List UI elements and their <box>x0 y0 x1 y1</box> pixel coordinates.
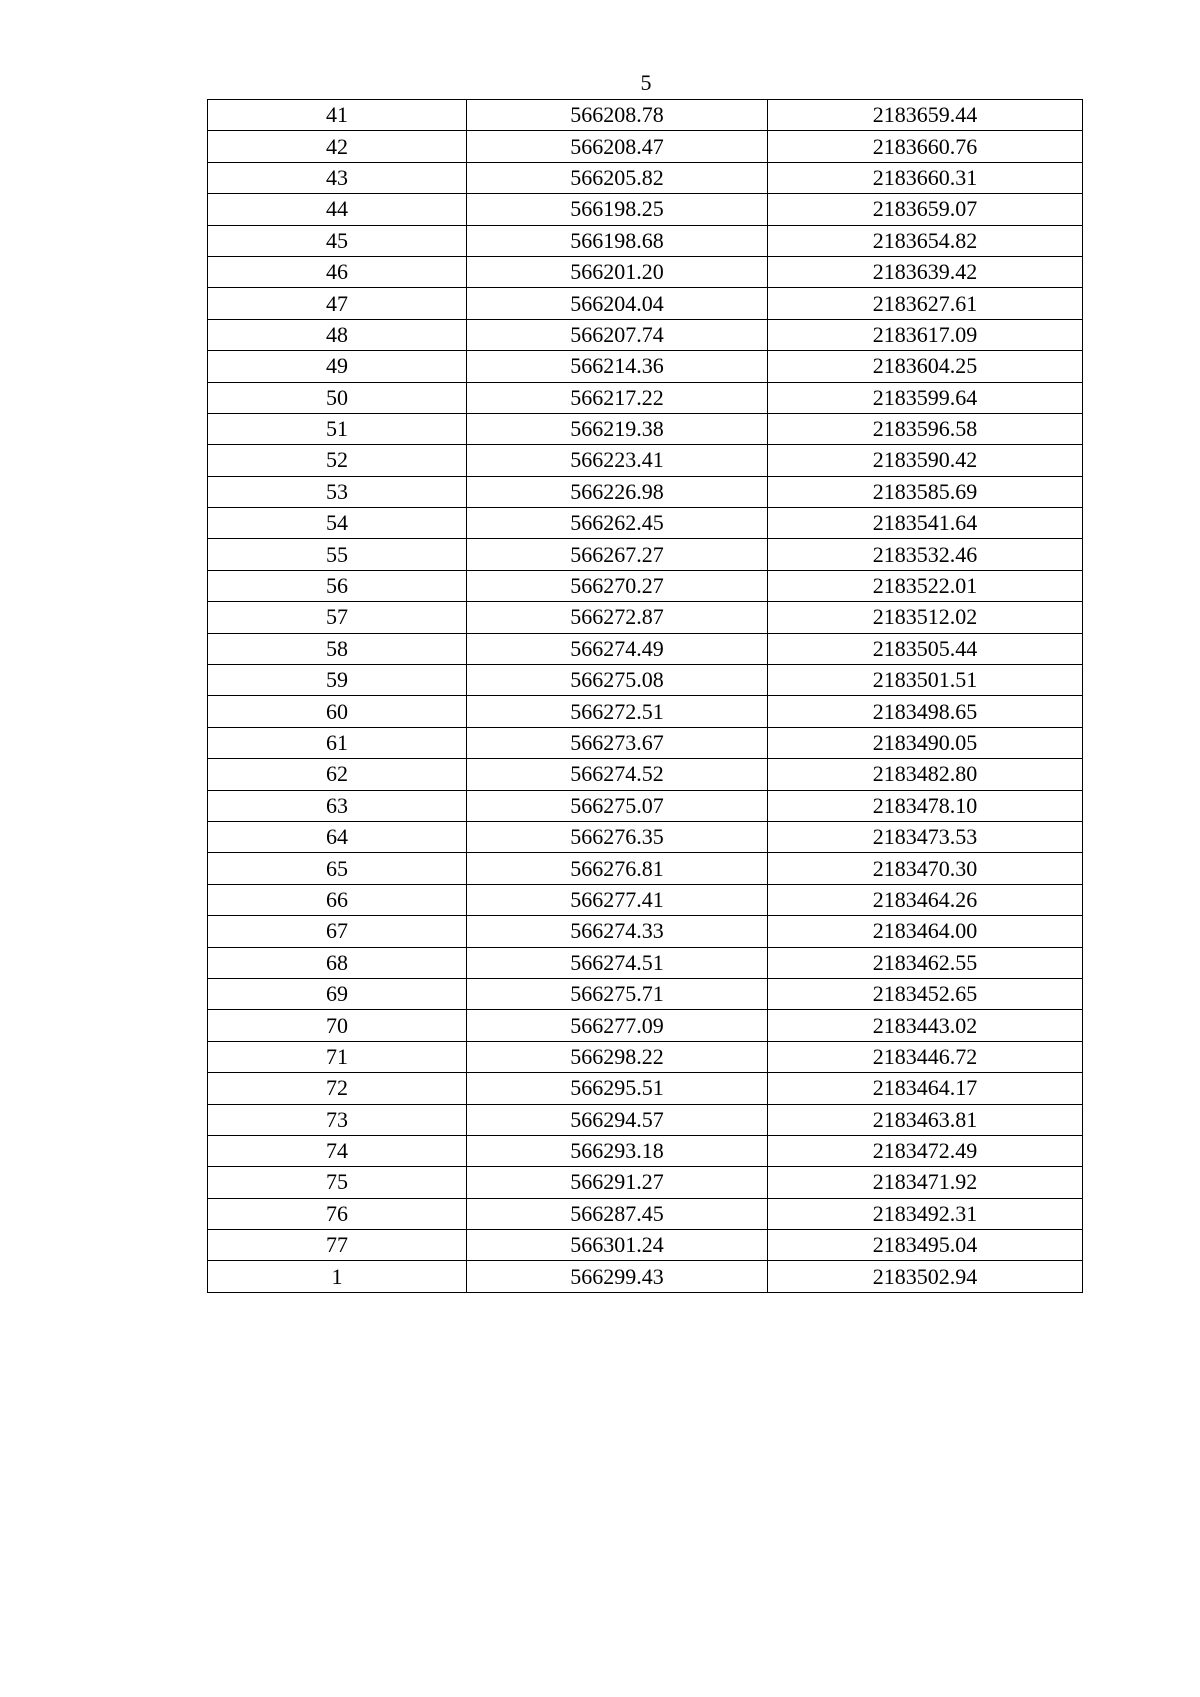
table-row <box>208 476 1083 507</box>
table-row <box>208 1167 1083 1198</box>
y-coordinate-cell: 2183660.76 <box>768 131 1083 162</box>
x-coordinate-cell: 566275.08 <box>467 665 768 696</box>
point-number-cell: 67 <box>208 916 467 947</box>
x-coordinate-cell: 566276.81 <box>467 853 768 884</box>
x-coordinate-cell: 566272.51 <box>467 696 768 727</box>
table-row <box>208 570 1083 601</box>
table-row <box>208 1041 1083 1072</box>
point-number-cell: 74 <box>208 1135 467 1166</box>
x-coordinate-cell: 566217.22 <box>467 382 768 413</box>
y-coordinate-cell: 2183490.05 <box>768 727 1083 758</box>
y-coordinate-cell: 2183492.31 <box>768 1198 1083 1229</box>
x-coordinate-cell: 566226.98 <box>467 476 768 507</box>
table-row <box>208 1261 1083 1292</box>
y-coordinate-cell: 2183627.61 <box>768 288 1083 319</box>
y-coordinate-cell: 2183495.04 <box>768 1230 1083 1261</box>
point-number-cell: 42 <box>208 131 467 162</box>
x-coordinate-cell: 566299.43 <box>467 1261 768 1292</box>
y-coordinate-cell: 2183446.72 <box>768 1041 1083 1072</box>
table-row <box>208 821 1083 852</box>
point-number-cell: 63 <box>208 790 467 821</box>
y-coordinate-cell: 2183463.81 <box>768 1104 1083 1135</box>
point-number-cell: 77 <box>208 1230 467 1261</box>
table-row <box>208 100 1083 131</box>
x-coordinate-cell: 566275.71 <box>467 978 768 1009</box>
point-number-cell: 71 <box>208 1041 467 1072</box>
point-number-cell: 44 <box>208 194 467 225</box>
table-row <box>208 1198 1083 1229</box>
table-row <box>208 256 1083 287</box>
point-number-cell: 1 <box>208 1261 467 1292</box>
x-coordinate-cell: 566267.27 <box>467 539 768 570</box>
point-number-cell: 52 <box>208 445 467 476</box>
table-row <box>208 727 1083 758</box>
x-coordinate-cell: 566298.22 <box>467 1041 768 1072</box>
x-coordinate-cell: 566207.74 <box>467 319 768 350</box>
y-coordinate-cell: 2183473.53 <box>768 821 1083 852</box>
point-number-cell: 54 <box>208 508 467 539</box>
y-coordinate-cell: 2183585.69 <box>768 476 1083 507</box>
x-coordinate-cell: 566262.45 <box>467 508 768 539</box>
y-coordinate-cell: 2183639.42 <box>768 256 1083 287</box>
point-number-cell: 64 <box>208 821 467 852</box>
y-coordinate-cell: 2183472.49 <box>768 1135 1083 1166</box>
table-row <box>208 916 1083 947</box>
x-coordinate-cell: 566273.67 <box>467 727 768 758</box>
y-coordinate-cell: 2183590.42 <box>768 445 1083 476</box>
point-number-cell: 48 <box>208 319 467 350</box>
point-number-cell: 62 <box>208 759 467 790</box>
y-coordinate-cell: 2183660.31 <box>768 162 1083 193</box>
table-row <box>208 1010 1083 1041</box>
table-row <box>208 288 1083 319</box>
point-number-cell: 59 <box>208 665 467 696</box>
point-number-cell: 47 <box>208 288 467 319</box>
y-coordinate-cell: 2183501.51 <box>768 665 1083 696</box>
y-coordinate-cell: 2183470.30 <box>768 853 1083 884</box>
y-coordinate-cell: 2183462.55 <box>768 947 1083 978</box>
x-coordinate-cell: 566208.47 <box>467 131 768 162</box>
table-row <box>208 382 1083 413</box>
y-coordinate-cell: 2183464.26 <box>768 884 1083 915</box>
y-coordinate-cell: 2183522.01 <box>768 570 1083 601</box>
point-number-cell: 46 <box>208 256 467 287</box>
point-number-cell: 75 <box>208 1167 467 1198</box>
y-coordinate-cell: 2183654.82 <box>768 225 1083 256</box>
table-row <box>208 602 1083 633</box>
table-row <box>208 633 1083 664</box>
point-number-cell: 61 <box>208 727 467 758</box>
x-coordinate-cell: 566276.35 <box>467 821 768 852</box>
x-coordinate-cell: 566301.24 <box>467 1230 768 1261</box>
y-coordinate-cell: 2183478.10 <box>768 790 1083 821</box>
y-coordinate-cell: 2183599.64 <box>768 382 1083 413</box>
point-number-cell: 72 <box>208 1073 467 1104</box>
x-coordinate-cell: 566294.57 <box>467 1104 768 1135</box>
y-coordinate-cell: 2183498.65 <box>768 696 1083 727</box>
table-row <box>208 508 1083 539</box>
point-number-cell: 68 <box>208 947 467 978</box>
point-number-cell: 66 <box>208 884 467 915</box>
x-coordinate-cell: 566204.04 <box>467 288 768 319</box>
table-row <box>208 539 1083 570</box>
x-coordinate-cell: 566208.78 <box>467 100 768 131</box>
point-number-cell: 41 <box>208 100 467 131</box>
x-coordinate-cell: 566291.27 <box>467 1167 768 1198</box>
x-coordinate-cell: 566274.52 <box>467 759 768 790</box>
x-coordinate-cell: 566272.87 <box>467 602 768 633</box>
y-coordinate-cell: 2183659.44 <box>768 100 1083 131</box>
x-coordinate-cell: 566277.09 <box>467 1010 768 1041</box>
point-number-cell: 70 <box>208 1010 467 1041</box>
x-coordinate-cell: 566295.51 <box>467 1073 768 1104</box>
table-row <box>208 131 1083 162</box>
coordinates-table-body <box>208 100 1083 1293</box>
x-coordinate-cell: 566275.07 <box>467 790 768 821</box>
y-coordinate-cell: 2183596.58 <box>768 413 1083 444</box>
x-coordinate-cell: 566214.36 <box>467 351 768 382</box>
x-coordinate-cell: 566274.49 <box>467 633 768 664</box>
x-coordinate-cell: 566287.45 <box>467 1198 768 1229</box>
x-coordinate-cell: 566198.68 <box>467 225 768 256</box>
point-number-cell: 43 <box>208 162 467 193</box>
table-row <box>208 947 1083 978</box>
table-row <box>208 1230 1083 1261</box>
y-coordinate-cell: 2183604.25 <box>768 351 1083 382</box>
y-coordinate-cell: 2183502.94 <box>768 1261 1083 1292</box>
y-coordinate-cell: 2183532.46 <box>768 539 1083 570</box>
table-row <box>208 759 1083 790</box>
point-number-cell: 56 <box>208 570 467 601</box>
table-row <box>208 853 1083 884</box>
table-row <box>208 194 1083 225</box>
x-coordinate-cell: 566219.38 <box>467 413 768 444</box>
coordinates-table <box>207 99 1083 1293</box>
y-coordinate-cell: 2183617.09 <box>768 319 1083 350</box>
x-coordinate-cell: 566274.51 <box>467 947 768 978</box>
y-coordinate-cell: 2183471.92 <box>768 1167 1083 1198</box>
point-number-cell: 49 <box>208 351 467 382</box>
x-coordinate-cell: 566198.25 <box>467 194 768 225</box>
y-coordinate-cell: 2183452.65 <box>768 978 1083 1009</box>
table-row <box>208 696 1083 727</box>
table-row <box>208 884 1083 915</box>
table-row <box>208 1104 1083 1135</box>
y-coordinate-cell: 2183443.02 <box>768 1010 1083 1041</box>
x-coordinate-cell: 566270.27 <box>467 570 768 601</box>
point-number-cell: 60 <box>208 696 467 727</box>
y-coordinate-cell: 2183512.02 <box>768 602 1083 633</box>
point-number-cell: 50 <box>208 382 467 413</box>
point-number-cell: 55 <box>208 539 467 570</box>
x-coordinate-cell: 566201.20 <box>467 256 768 287</box>
x-coordinate-cell: 566293.18 <box>467 1135 768 1166</box>
point-number-cell: 73 <box>208 1104 467 1135</box>
table-row <box>208 445 1083 476</box>
point-number-cell: 69 <box>208 978 467 1009</box>
y-coordinate-cell: 2183505.44 <box>768 633 1083 664</box>
point-number-cell: 51 <box>208 413 467 444</box>
table-row <box>208 1073 1083 1104</box>
table-row <box>208 319 1083 350</box>
point-number-cell: 45 <box>208 225 467 256</box>
point-number-cell: 65 <box>208 853 467 884</box>
table-row <box>208 225 1083 256</box>
table-row <box>208 1135 1083 1166</box>
table-row <box>208 413 1083 444</box>
x-coordinate-cell: 566277.41 <box>467 884 768 915</box>
x-coordinate-cell: 566205.82 <box>467 162 768 193</box>
table-row <box>208 790 1083 821</box>
y-coordinate-cell: 2183464.17 <box>768 1073 1083 1104</box>
point-number-cell: 53 <box>208 476 467 507</box>
y-coordinate-cell: 2183541.64 <box>768 508 1083 539</box>
point-number-cell: 58 <box>208 633 467 664</box>
y-coordinate-cell: 2183482.80 <box>768 759 1083 790</box>
point-number-cell: 76 <box>208 1198 467 1229</box>
point-number-cell: 57 <box>208 602 467 633</box>
page-number: 5 <box>640 70 652 95</box>
x-coordinate-cell: 566223.41 <box>467 445 768 476</box>
table-row <box>208 665 1083 696</box>
y-coordinate-cell: 2183659.07 <box>768 194 1083 225</box>
table-row <box>208 351 1083 382</box>
table-row <box>208 162 1083 193</box>
table-row <box>208 978 1083 1009</box>
y-coordinate-cell: 2183464.00 <box>768 916 1083 947</box>
x-coordinate-cell: 566274.33 <box>467 916 768 947</box>
